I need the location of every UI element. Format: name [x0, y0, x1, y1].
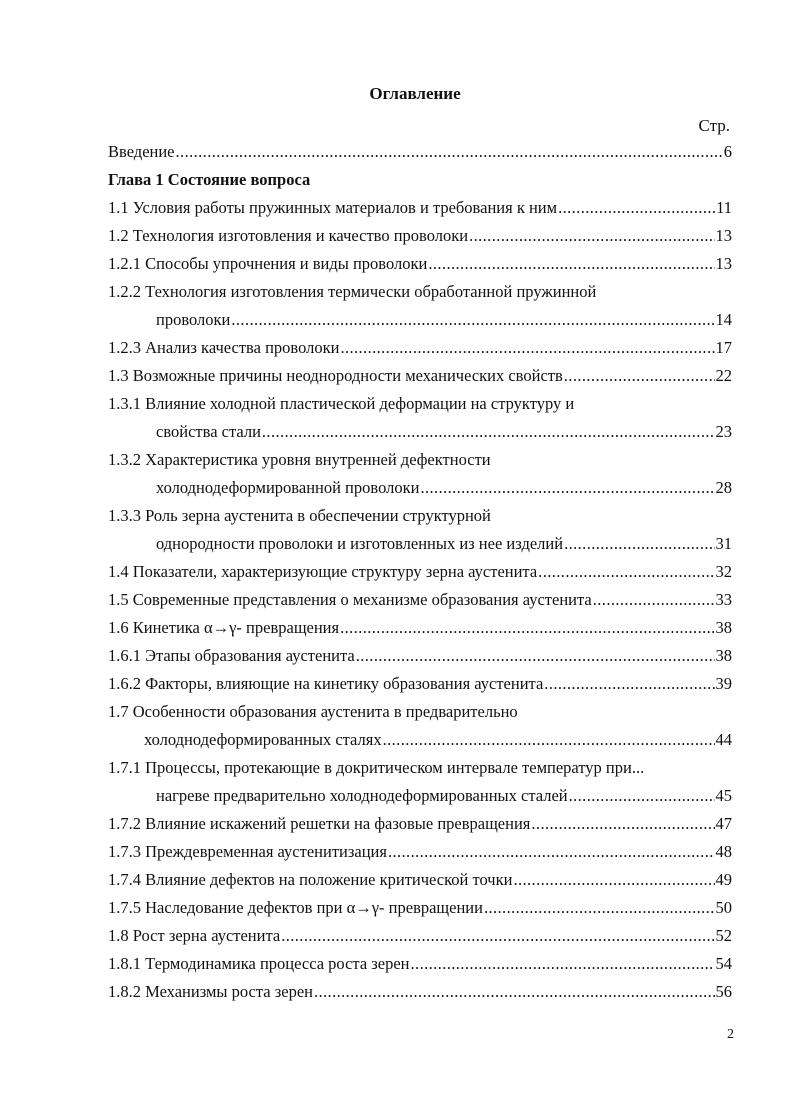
toc-entry-label: 1.3 Возможные причины неоднородности механических свойств: [108, 366, 563, 385]
toc-page-number: 32: [715, 562, 732, 581]
toc-entry: [108, 982, 732, 1002]
toc-entry: [108, 450, 732, 498]
toc-page-number: 17: [715, 338, 732, 357]
sheet-number: 2: [727, 1027, 734, 1042]
toc-entry-label: 1.3.2 Характеристика уровня внутренней дефектности: [108, 450, 491, 469]
toc-entry-label: 1.8 Рост зерна аустенита: [108, 926, 281, 945]
toc-entry: [108, 618, 732, 638]
toc-entry-label: 1.7.4 Влияние дефектов на положение критической точки: [108, 870, 513, 889]
toc-page-number: 13: [715, 254, 732, 273]
dot-leader: [484, 898, 715, 918]
dot-leader: [531, 814, 714, 834]
dot-leader: [356, 646, 715, 666]
toc-entry: [108, 394, 732, 442]
toc-entry: [108, 590, 732, 610]
toc-page-number: 14: [715, 310, 732, 329]
toc-entry: [108, 282, 732, 330]
dot-leader: [411, 954, 715, 974]
toc-page-number: 39: [715, 674, 732, 693]
toc-entry-label: 1.7.1 Процессы, протекающие в докритическом интервале температур при...: [108, 758, 645, 777]
toc-page-number: 13: [715, 226, 732, 245]
toc-entry-label: 1.7 Особенности образования аустенита в предварительно: [108, 702, 518, 721]
toc-page-number: 22: [715, 366, 732, 385]
toc-entry: [108, 646, 732, 666]
table-of-contents: [108, 142, 732, 1002]
toc-entry-continuation: холоднодеформированных сталях: [144, 730, 382, 749]
toc-entry: [108, 758, 732, 806]
dot-leader: [564, 534, 714, 554]
toc-page-number: 50: [715, 898, 732, 917]
toc-entry-label: 1.8.2 Механизмы роста зерен: [108, 982, 313, 1001]
toc-entry-label: 1.2 Технология изготовления и качество проволоки: [108, 226, 469, 245]
toc-entry-continuation: проволоки: [156, 310, 231, 329]
dot-leader: [281, 926, 714, 946]
toc-entry: [108, 842, 732, 862]
dot-leader: [340, 618, 714, 638]
toc-entry-label: 1.2.1 Способы упрочнения и виды проволоки: [108, 254, 428, 273]
toc-page-number: 47: [715, 814, 732, 833]
toc-page-number: 49: [715, 870, 732, 889]
toc-entry: [108, 562, 732, 582]
toc-entry-label: 1.4 Показатели, характеризующие структуру зерна аустенита: [108, 562, 538, 581]
toc-page-number: 31: [715, 534, 732, 553]
toc-entry-continuation: нагреве предварительно холоднодеформированных сталей: [156, 786, 568, 805]
dot-leader: [544, 674, 714, 694]
toc-entry-label: Введение: [108, 142, 175, 161]
dot-leader: [558, 198, 715, 218]
toc-page-number: 38: [715, 618, 732, 637]
toc-entry-label: 1.7.5 Наследование дефектов при α→γ- превращении: [108, 898, 483, 917]
dot-leader: [262, 422, 715, 442]
toc-entry-continuation: однородности проволоки и изготовленных из нее изделий: [156, 534, 564, 553]
toc-page-number: 48: [715, 842, 732, 861]
toc-entry-label: 1.2.2 Технология изготовления термически обработанной пружинной: [108, 282, 597, 301]
toc-entry: [108, 338, 732, 358]
toc-entry-label: 1.6 Кинетика α→γ- превращения: [108, 618, 340, 637]
dot-leader: [538, 562, 714, 582]
toc-entry: [108, 702, 732, 750]
toc-page-number: 23: [715, 422, 732, 441]
dot-leader: [383, 730, 715, 750]
dot-leader: [564, 366, 715, 386]
toc-entry: [108, 366, 732, 386]
dot-leader: [428, 254, 714, 274]
toc-entry-label: 1.7.3 Преждевременная аустенитизация: [108, 842, 387, 861]
dot-leader: [176, 142, 723, 162]
toc-entry-label: 1.3.3 Роль зерна аустенита в обеспечении структурной: [108, 506, 491, 525]
toc-entry-label: 1.5 Современные представления о механизме образования аустенита: [108, 590, 592, 609]
toc-entry-continuation: холоднодеформированной проволоки: [156, 478, 420, 497]
toc-entry: [108, 142, 732, 162]
toc-entry-label: 1.6.1 Этапы образования аустенита: [108, 646, 355, 665]
toc-entry: [108, 674, 732, 694]
toc-page-number: 54: [715, 954, 732, 973]
toc-page-number: 44: [715, 730, 732, 749]
toc-page-number: 6: [723, 142, 732, 161]
dot-leader: [569, 786, 715, 806]
toc-entry: [108, 226, 732, 246]
toc-entry-label: 1.8.1 Термодинамика процесса роста зерен: [108, 954, 410, 973]
dot-leader: [340, 338, 714, 358]
page-column-label: Стр.: [698, 116, 730, 135]
toc-entry: [108, 506, 732, 554]
dot-leader: [314, 982, 715, 1002]
toc-entry-label: 1.7.2 Влияние искажений решетки на фазовые превращения: [108, 814, 531, 833]
toc-chapter-heading: [108, 170, 732, 190]
chapter-title: Глава 1 Состояние вопроса: [108, 170, 311, 189]
toc-page-number: 28: [715, 478, 732, 497]
toc-entry-continuation: свойства стали: [156, 422, 261, 441]
toc-page-number: 45: [715, 786, 732, 805]
toc-entry-label: 1.6.2 Факторы, влияющие на кинетику образования аустенита: [108, 674, 544, 693]
dot-leader: [593, 590, 715, 610]
toc-entry-label: 1.1 Условия работы пружинных материалов и требования к ним: [108, 198, 558, 217]
toc-page-number: 38: [715, 646, 732, 665]
toc-page-number: 33: [715, 590, 732, 609]
toc-entry: [108, 814, 732, 834]
toc-entry-label: 1.2.3 Анализ качества проволоки: [108, 338, 340, 357]
toc-entry-label: 1.3.1 Влияние холодной пластической деформации на структуру и: [108, 394, 575, 413]
toc-entry: [108, 254, 732, 274]
dot-leader: [513, 870, 714, 890]
toc-page-number: 56: [715, 982, 732, 1001]
dot-leader: [388, 842, 715, 862]
toc-entry: [108, 954, 732, 974]
toc-entry: [108, 926, 732, 946]
toc-entry: [108, 198, 732, 218]
toc-page-number: 11: [716, 198, 732, 217]
dot-leader: [231, 310, 714, 330]
toc-page-number: 52: [715, 926, 732, 945]
toc-entry: [108, 898, 732, 918]
toc-entry: [108, 870, 732, 890]
dot-leader: [420, 478, 714, 498]
dot-leader: [469, 226, 714, 246]
page-title: Оглавление: [369, 84, 461, 103]
